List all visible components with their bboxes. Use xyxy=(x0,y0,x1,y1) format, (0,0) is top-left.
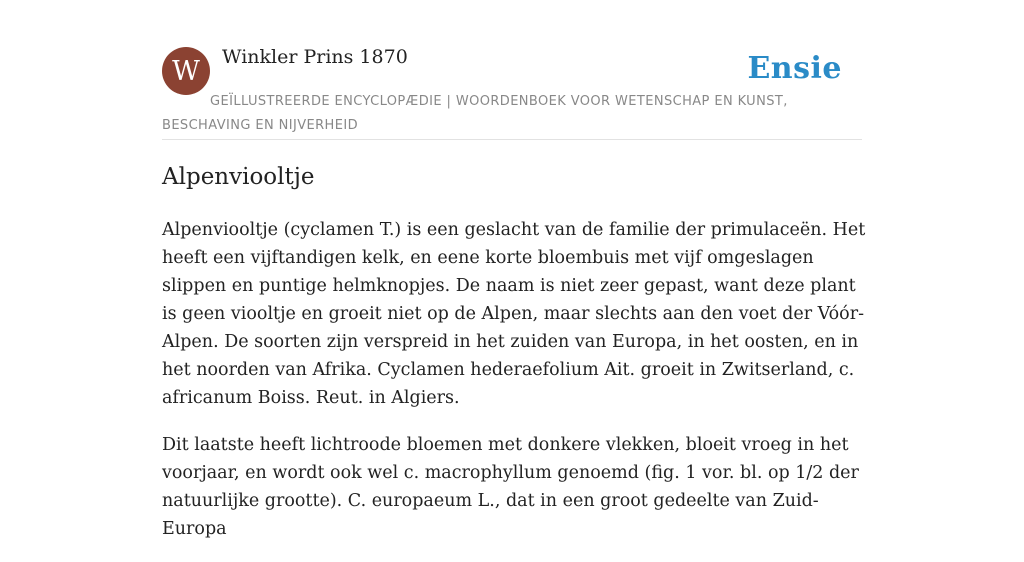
source-title[interactable]: Winkler Prins 1870 xyxy=(222,46,408,68)
article-body xyxy=(162,216,867,562)
avatar-letter: W xyxy=(172,55,200,87)
article-paragraph: Dit laatste heeft lichtroode bloemen met donkere vlekken, bloeit vroeg in het voorjaar, en wordt ook wel c. macrophyllum genoemd (fig. 1 vor. bl. op 1/2 der natuurlijke grootte). C. europaeum L., dat in een groot gedeelte van Zuid-Europa xyxy=(162,435,859,539)
source-avatar[interactable] xyxy=(162,47,210,95)
ensie-logo[interactable]: Ensie xyxy=(747,51,842,86)
header-divider xyxy=(162,139,862,140)
article-title: Alpenviooltje xyxy=(162,164,315,190)
source-subtitle: GEÏLLUSTREERDE ENCYCLOPÆDIE | WOORDENBOEK VOOR WETENSCHAP EN KUNST, BESCHAVING EN NIJVERHEID xyxy=(162,94,788,133)
article-paragraph: Alpenviooltje (cyclamen T.) is een geslacht van de familie der primulaceën. Het heeft een vijftandigen kelk, en eene korte bloembuis met vijf omgeslagen slippen en puntige helmknopjes. De naam is niet zeer gepast, want deze plant is geen viooltje en groeit niet op de Alpen, maar slechts aan den voet der Vóór-Alpen. De soorten zijn verspreid in het zuiden van Europa, in het oosten, en in het noorden van Afrika. Cyclamen hederaefolium Ait. groeit in Zwitserland, c. africanum Boiss. Reut. in Algiers. xyxy=(162,220,866,408)
